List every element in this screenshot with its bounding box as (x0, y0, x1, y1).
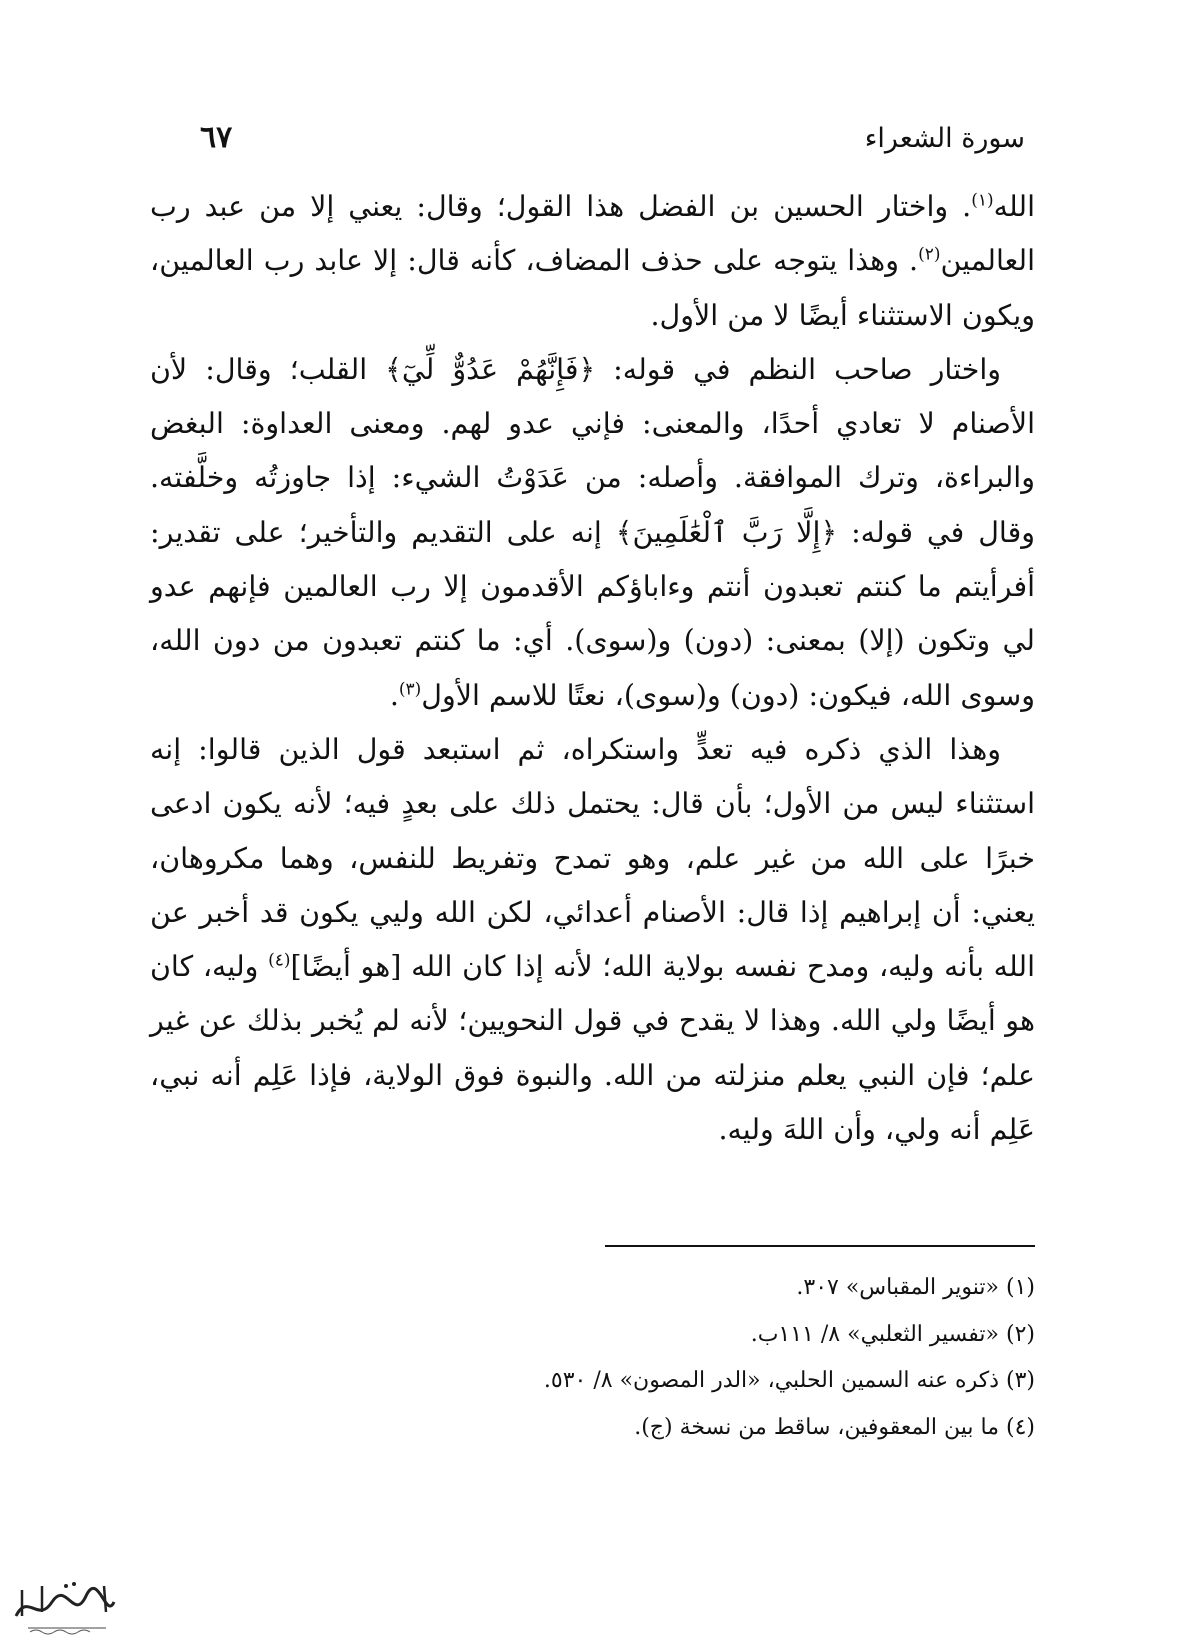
footnote-2: (٢) «تفسير الثعلبي» ٨/ ١١١ب. (750, 1321, 1035, 1347)
footnote-ref-4: (٤) (268, 950, 291, 971)
footnote-separator (605, 1245, 1035, 1247)
footnote-1: (١) «تنوير المقباس» ٣٠٧. (796, 1275, 1035, 1300)
text-segment: . (389, 678, 399, 712)
text-segment: وهذا الذي ذكره فيه تعدٍّ واستكراه، ثم استبعد قول الذين قالوا: إنه استثناء ليس من الأول؛ بأن قال: يحتمل ذلك على بعدٍ فيه؛ لأنه يكون ادعى خبرًا على الله من غير علم، وهو تمدح وتفريط للنفس، وهما مكروهان، يعني: أن إبراهيم إذا قال: الأصنام أعدائي، لكن الله وليي يكون قد أخبر عن الله بأنه وليه، ومدح نفسه بولاية الله؛ لأنه إذا كان الله [هو أيضًا] (150, 732, 1035, 984)
paragraph-2 (150, 343, 1035, 723)
main-text (150, 180, 1035, 1157)
publisher-stamp-logo (8, 1572, 120, 1636)
footnote-ref-3: (٣) (398, 679, 422, 700)
text-segment: وليه، كان هو أيضًا ولي الله. وهذا لا يقدح في قول النحويين؛ لأنه لم يُخبر بذلك عن غير علم؛ فإن النبي يعلم منزلته من الله. والنبوة فوق الولاية، فإذا عَلِم أنه نبي، عَلِم أنه ولي، وأن اللهَ وليه. (150, 950, 1035, 1147)
text-segment: . واختار الحسين بن الفضل هذا القول؛ وقال: يعني إلا من عبد رب العالمين (150, 190, 1035, 278)
text-segment: واختار صاحب النظم في قوله: ﴿فَإِنَّهُمْ عَدُوٌّ لِّيٓ﴾ القلب؛ وقال: لأن الأصنام لا تعادي أحدًا، والمعنى: فإني عدو لهم. ومعنى العداوة: البغض والبراءة، وترك الموافقة. وأصله: من عَدَوْتُ الشيء: إذا جاوزتُه وخلَّفته. وقال في قوله: ﴿إِلَّا رَبَّ ٱلْعَٰلَمِينَ﴾ إنه على التقديم والتأخير؛ على تقدير: أفرأيتم ما كنتم تعبدون أنتم وءاباؤكم الأقدمون إلا رب العالمين فإنهم عدو لي وتكون (إلا) بمعنى: (دون) و(سوى). أي: ما كنتم تعبدون من دون الله، وسوى الله، فيكون: (دون) و(سوى)، نعتًا للاسم الأول (150, 352, 1035, 712)
text-segment: . وهذا يتوجه على حذف المضاف، كأنه قال: إلا عابد رب العالمين، ويكون الاستثناء أيضًا لا من الأول. (150, 244, 1035, 332)
page-number: ٦٧ (200, 120, 233, 155)
footnote-ref-2: (٢) (918, 244, 941, 265)
surah-title: سورة الشعراء (864, 123, 1025, 154)
footnotes (150, 1265, 1035, 1451)
paragraph-1 (150, 180, 1035, 343)
text-segment: الله (993, 190, 1035, 223)
footnote-3: (٣) ذكره عنه السمين الحلبي، «الدر المصون» ٨/ ٥٣٠. (543, 1368, 1035, 1393)
footnote-ref-1: (١) (971, 190, 994, 211)
footnote-4: (٤) ما بين المعقوفين، ساقط من نسخة (ج). (634, 1414, 1035, 1440)
page-header (200, 120, 1025, 160)
paragraph-3 (150, 723, 1035, 1157)
